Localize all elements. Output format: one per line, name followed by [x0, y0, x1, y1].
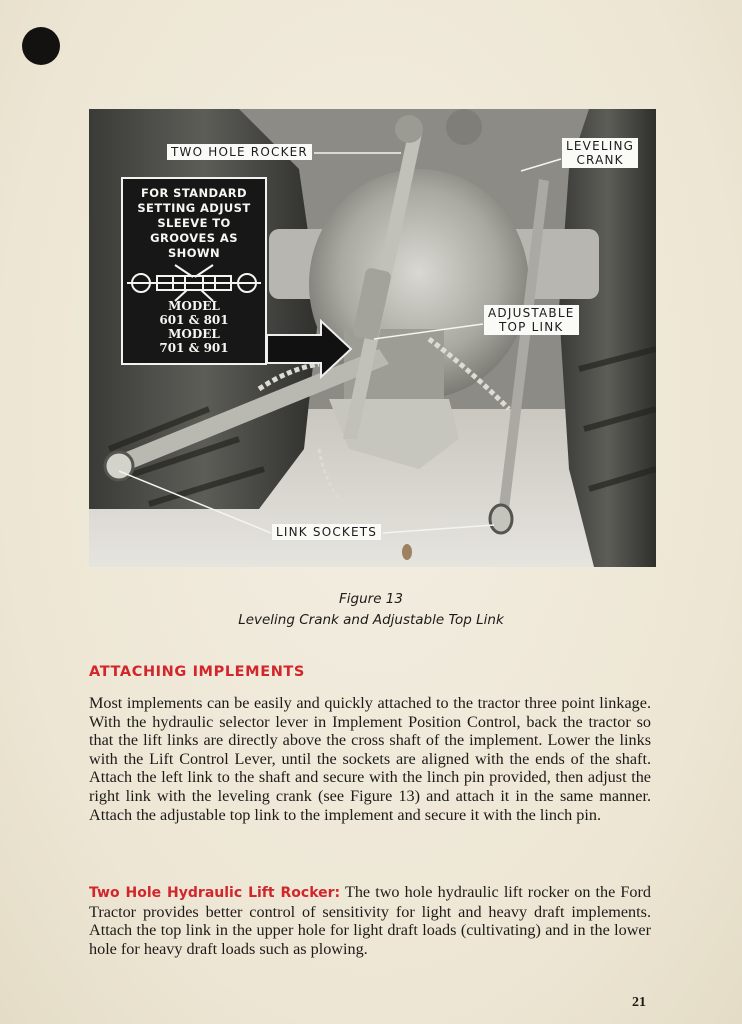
info-line: GROOVES AS	[150, 231, 238, 245]
right-link-socket	[490, 505, 512, 533]
callout-text: TWO HOLE ROCKER	[171, 145, 308, 159]
figure-caption: Leveling Crank and Adjustable Top Link	[238, 612, 504, 628]
info-line: FOR STANDARD	[141, 186, 247, 200]
callout-text: LINK SOCKETS	[276, 525, 378, 539]
standard-setting-instructions	[123, 186, 265, 261]
model-label: MODEL	[168, 327, 220, 341]
model-numbers: 601 & 801	[159, 313, 229, 327]
body-paragraph-attaching: Most implements can be easily and quickly attached to the tractor three point linkage. With the hydraulic selector lever in Implement Position Control, back the tractor so that the lift links are directly above the cross shaft of the implement. Lower the links with the Lift Control Lever, until the sockets are aligned with the ends of the shaft. Attach the left link to the shaft and secure with the linch pin provided, then adjust the right link with the leveling crank (see Figure 13) and attach it in the same manner. Attach the adjustable top link to the implement and secure it with the linch pin.	[89, 694, 651, 824]
section-heading: ATTACHING IMPLEMENTS	[89, 664, 305, 680]
callout-two-hole-rocker	[167, 144, 312, 160]
callout-text: CRANK	[576, 153, 624, 167]
model-numbers: 701 & 901	[159, 341, 229, 355]
model-list	[123, 299, 265, 355]
info-line: SHOWN	[168, 246, 220, 260]
binder-hole	[22, 27, 60, 65]
info-line: SLEEVE TO	[157, 216, 231, 230]
callout-adjustable-top-link	[484, 305, 579, 335]
callout-link-sockets	[272, 524, 381, 540]
callout-text: ADJUSTABLE	[488, 306, 575, 320]
callout-leveling-crank	[562, 138, 638, 168]
standard-setting-box	[121, 177, 267, 365]
callout-text: TOP LINK	[499, 320, 564, 334]
callout-text: LEVELING	[566, 139, 635, 153]
model-label: MODEL	[168, 299, 220, 313]
rocker-text: The two hole hydraulic lift rocker on the Ford Tractor provides better control of sensitivity for light and heavy draft implements. Attach the top link in the upper hole for light draft loads (cultivating) and in the lower hole for heavy draft loads such as plowing.	[89, 883, 651, 958]
sleeve-diagram	[123, 263, 265, 303]
figure-number: Figure 13	[339, 591, 403, 607]
page-number: 21	[632, 995, 646, 1010]
body-paragraph-rocker	[89, 883, 651, 958]
run-in-heading: Two Hole Hydraulic Lift Rocker:	[89, 885, 341, 901]
info-line: SETTING ADJUST	[137, 201, 251, 215]
